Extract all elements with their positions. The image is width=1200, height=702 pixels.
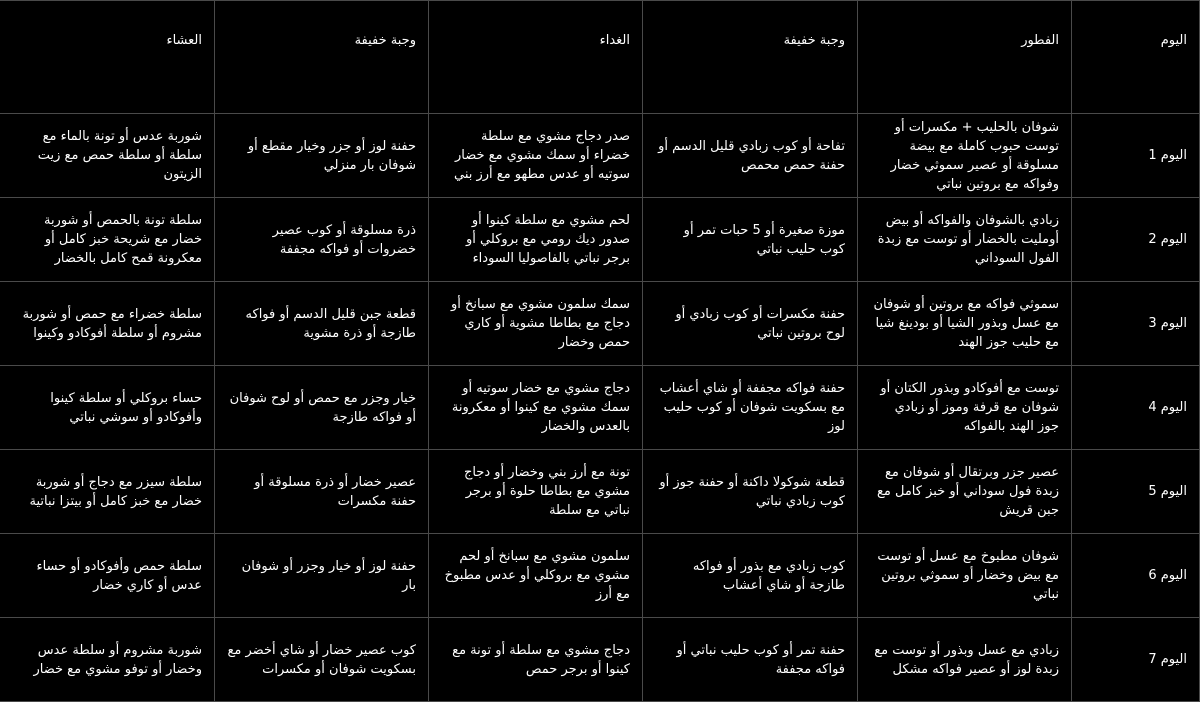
table-header-row (0, 1, 1200, 114)
header-lunch: الغداء (429, 1, 643, 114)
snack-2-cell: قطعة جبن قليل الدسم أو فواكه طازجة أو ذرة مشوية (215, 282, 429, 366)
lunch-cell: سلمون مشوي مع سبانخ أو لحم مشوي مع بروكلي أو عدس مطبوخ مع أرز (429, 534, 643, 618)
dinner-cell: شوربة عدس أو تونة بالماء مع سلطة أو سلطة حمص مع زيت الزيتون (0, 114, 215, 198)
dinner-cell: حساء بروكلي أو سلطة كينوا وأفوكادو أو سوشي نباتي (0, 366, 215, 450)
header-dinner: العشاء (0, 1, 215, 114)
table-row (0, 282, 1200, 366)
snack-2-cell: حفنة لوز أو جزر وخيار مقطع أو شوفان بار منزلي (215, 114, 429, 198)
header-day: اليوم (1072, 1, 1200, 114)
snack-1-cell: حفنة فواكه مجففة أو شاي أعشاب مع بسكويت شوفان أو كوب حليب لوز (643, 366, 858, 450)
table-row (0, 114, 1200, 198)
breakfast-cell: توست مع أفوكادو وبذور الكتان أو شوفان مع قرفة وموز أو زبادي جوز الهند بالفواكه (858, 366, 1072, 450)
day-cell: اليوم 5 (1072, 450, 1200, 534)
header-snack-1: وجبة خفيفة (643, 1, 858, 114)
snack-1-cell: حفنة مكسرات أو كوب زبادي أو لوح بروتين نباتي (643, 282, 858, 366)
lunch-cell: دجاج مشوي مع سلطة أو تونة مع كينوا أو برجر حمص (429, 618, 643, 702)
snack-2-cell: كوب عصير خضار أو شاي أخضر مع بسكويت شوفان أو مكسرات (215, 618, 429, 702)
table-row (0, 366, 1200, 450)
day-cell: اليوم 1 (1072, 114, 1200, 198)
dinner-cell: سلطة خضراء مع حمص أو شوربة مشروم أو سلطة أفوكادو وكينوا (0, 282, 215, 366)
snack-2-cell: حفنة لوز أو خيار وجزر أو شوفان بار (215, 534, 429, 618)
day-cell: اليوم 6 (1072, 534, 1200, 618)
lunch-cell: دجاج مشوي مع خضار سوتيه أو سمك مشوي مع كينوا أو معكرونة بالعدس والخضار (429, 366, 643, 450)
lunch-cell: تونة مع أرز بني وخضار أو دجاج مشوي مع بطاطا حلوة أو برجر نباتي مع سلطة (429, 450, 643, 534)
breakfast-cell: شوفان بالحليب + مكسرات أو توست حبوب كاملة مع بيضة مسلوقة أو عصير سموثي خضار وفواكه مع بروتين نباتي (858, 114, 1072, 198)
snack-1-cell: قطعة شوكولا داكنة أو حفنة جوز أو كوب زبادي نباتي (643, 450, 858, 534)
dinner-cell: سلطة حمص وأفوكادو أو حساء عدس أو كاري خضار (0, 534, 215, 618)
snack-2-cell: ذرة مسلوقة أو كوب عصير خضروات أو فواكه مجففة (215, 198, 429, 282)
breakfast-cell: سموثي فواكه مع بروتين أو شوفان مع عسل وبذور الشيا أو بودينغ شيا مع حليب جوز الهند (858, 282, 1072, 366)
snack-2-cell: خيار وجزر مع حمص أو لوح شوفان أو فواكه طازجة (215, 366, 429, 450)
lunch-cell: صدر دجاج مشوي مع سلطة خضراء أو سمك مشوي مع خضار سوتيه أو عدس مطهو مع أرز بني (429, 114, 643, 198)
day-cell: اليوم 2 (1072, 198, 1200, 282)
table-row (0, 534, 1200, 618)
table-row (0, 450, 1200, 534)
table-row (0, 198, 1200, 282)
snack-1-cell: كوب زبادي مع بذور أو فواكه طازجة أو شاي أعشاب (643, 534, 858, 618)
header-snack-2: وجبة خفيفة (215, 1, 429, 114)
snack-1-cell: تفاحة أو كوب زبادي قليل الدسم أو حفنة حمص محمص (643, 114, 858, 198)
breakfast-cell: زبادي بالشوفان والفواكه أو بيض أومليت بالخضار أو توست مع زبدة الفول السوداني (858, 198, 1072, 282)
header-breakfast: الفطور (858, 1, 1072, 114)
day-cell: اليوم 4 (1072, 366, 1200, 450)
snack-1-cell: موزة صغيرة أو 5 حبات تمر أو كوب حليب نباتي (643, 198, 858, 282)
breakfast-cell: شوفان مطبوخ مع عسل أو توست مع بيض وخضار أو سموثي بروتين نباتي (858, 534, 1072, 618)
lunch-cell: سمك سلمون مشوي مع سبانخ أو دجاج مع بطاطا مشوية أو كاري حمص وخضار (429, 282, 643, 366)
table-row (0, 618, 1200, 702)
day-cell: اليوم 3 (1072, 282, 1200, 366)
dinner-cell: شوربة مشروم أو سلطة عدس وخضار أو توفو مشوي مع خضار (0, 618, 215, 702)
dinner-cell: سلطة تونة بالحمص أو شوربة خضار مع شريحة خبز كامل أو معكرونة قمح كامل بالخضار (0, 198, 215, 282)
breakfast-cell: زبادي مع عسل وبذور أو توست مع زبدة لوز أو عصير فواكه مشكل (858, 618, 1072, 702)
snack-1-cell: حفنة تمر أو كوب حليب نباتي أو فواكه مجففة (643, 618, 858, 702)
lunch-cell: لحم مشوي مع سلطة كينوا أو صدور ديك رومي مع بروكلي أو برجر نباتي بالفاصوليا السوداء (429, 198, 643, 282)
dinner-cell: سلطة سيزر مع دجاج أو شوربة خضار مع خبز كامل أو بيتزا نباتية (0, 450, 215, 534)
snack-2-cell: عصير خضار أو ذرة مسلوقة أو حفنة مكسرات (215, 450, 429, 534)
breakfast-cell: عصير جزر وبرتقال أو شوفان مع زبدة فول سوداني أو خبز كامل مع جبن قريش (858, 450, 1072, 534)
day-cell: اليوم 7 (1072, 618, 1200, 702)
